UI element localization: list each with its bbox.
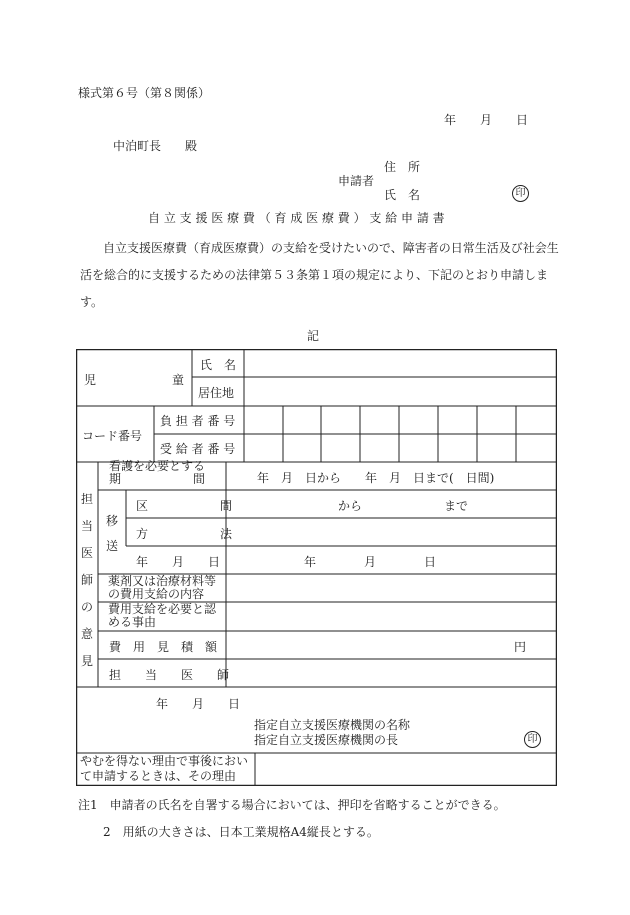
address-label: 住 所 — [384, 160, 421, 174]
body-text-line-2: 活を総合的に支援するための法律第５３条第１項の規定により、下記のとおり申請しま — [80, 268, 549, 282]
body-text-line-3: す。 — [80, 295, 104, 309]
drug-field[interactable] — [226, 574, 557, 602]
care-period-value: 年 月 日から 年 月 日まで( 日間) — [257, 471, 495, 485]
date-value: 年 月 日 — [304, 555, 437, 569]
doctor-opinion-label — [80, 490, 94, 669]
section-label: 区 間 — [136, 499, 233, 513]
applicant-label: 申請者 — [338, 174, 375, 188]
transport-label — [105, 512, 119, 554]
late-reason-label: やむを得ない理由で事後におい て申請するときは、その理由 — [80, 754, 249, 783]
doctor-opinion-char: 見 — [80, 654, 93, 668]
transport-char: 移 — [105, 514, 118, 528]
code-number-label: コード番号 — [82, 429, 143, 443]
estimate-label: 費 用 見 積 額 — [109, 640, 218, 654]
note-2: 2 用紙の大きさは、日本工業規格A4縦長とする。 — [103, 825, 379, 839]
seal-icon: 印 — [512, 185, 529, 202]
late-reason-field[interactable] — [255, 753, 557, 786]
form-number: 様式第６号（第８関係） — [78, 86, 211, 100]
child-address-field[interactable] — [244, 377, 557, 406]
recipient-number-field[interactable] — [244, 434, 557, 462]
name-label: 氏 名 — [384, 188, 421, 202]
child-label-1: 児 — [84, 373, 97, 387]
doctor-opinion-char: 当 — [80, 519, 93, 533]
doctor-opinion-char: 担 — [80, 492, 93, 506]
application-form-table — [76, 349, 557, 786]
doctor-label: 担 当 医 師 — [109, 668, 230, 682]
method-field[interactable] — [226, 518, 557, 546]
ki-label: 記 — [307, 329, 320, 343]
date-line: 年 月 日 — [444, 113, 529, 127]
institution-head-label: 指定自立支援医療機関の長 — [254, 733, 399, 747]
child-name-label: 氏 名 — [200, 358, 237, 372]
payer-number-label: 負 担 者 番 号 — [160, 414, 236, 428]
child-name-field[interactable] — [244, 349, 557, 377]
institution-name-label: 指定自立支援医療機関の名称 — [254, 718, 411, 732]
date-label: 年 月 日 — [136, 555, 221, 569]
reason-label: 費用支給を必要と認 める事由 — [108, 602, 217, 629]
body-text-line-1: 自立支援医療費（育成医療費）の支給を受けたいので、障害者の日常生活及び社会生 — [103, 241, 559, 255]
recipient-number-label: 受 給 者 番 号 — [160, 442, 236, 456]
note-1: 注1 申請者の氏名を自署する場合においては、押印を省略することができる。 — [78, 798, 506, 812]
section-from: から — [338, 499, 363, 513]
care-period-label: 看護を必要とする 期 間 — [109, 459, 206, 486]
reason-field[interactable] — [226, 602, 557, 631]
method-label: 方 法 — [136, 527, 233, 541]
drug-label: 薬剤又は治療材料等 の費用支給の内容 — [108, 574, 217, 601]
addressee: 中泊町長 殿 — [113, 139, 198, 153]
cert-date: 年 月 日 — [156, 697, 241, 711]
doctor-opinion-char: 師 — [80, 573, 93, 587]
estimate-unit: 円 — [514, 640, 527, 654]
document-title: 自 立 支 援 医 療 費 （ 育 成 医 療 費 ） 支 給 申 請 書 — [148, 211, 445, 225]
doctor-opinion-char: 医 — [80, 546, 93, 560]
seal-icon: 印 — [524, 731, 541, 748]
doctor-field[interactable] — [226, 659, 557, 687]
child-label-2: 童 — [172, 373, 185, 387]
doctor-opinion-char: 意 — [80, 627, 93, 641]
section-to: まで — [444, 499, 469, 513]
payer-number-field[interactable] — [244, 406, 557, 434]
transport-char: 送 — [105, 539, 118, 553]
doctor-opinion-char: の — [80, 600, 93, 614]
child-address-label: 居住地 — [198, 386, 235, 400]
